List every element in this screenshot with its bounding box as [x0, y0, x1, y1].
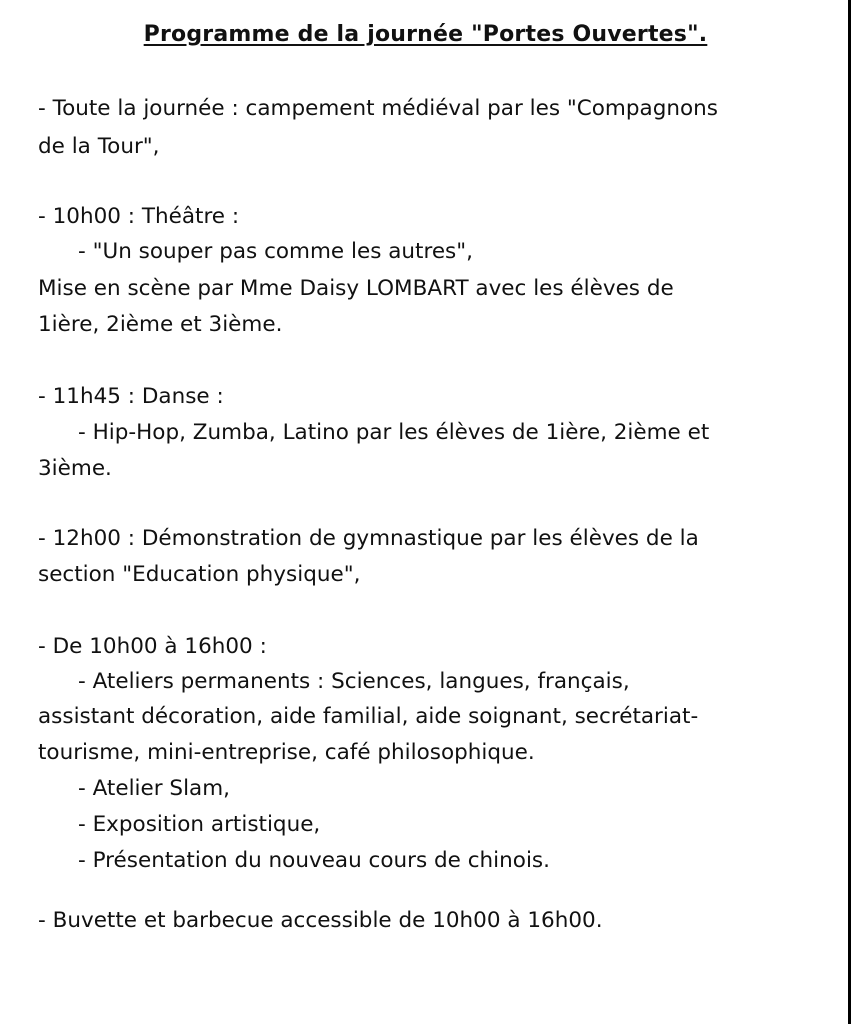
text-line: - "Un souper pas comme les autres",	[78, 239, 473, 264]
text-line: assistant décoration, aide familial, aide soignant, secrétariat-	[38, 704, 699, 729]
text-line: section "Education physique",	[38, 562, 361, 587]
page-title: Programme de la journée "Portes Ouvertes".	[143, 22, 708, 47]
text-line: - Présentation du nouveau cours de chinois.	[78, 848, 550, 873]
text-line: 3ième.	[38, 456, 112, 481]
text-line: - Exposition artistique,	[78, 812, 321, 837]
text-line: Mise en scène par Mme Daisy LOMBART avec les élèves de	[38, 276, 674, 301]
text-line: - De 10h00 à 16h00 :	[38, 634, 267, 659]
text-line: - Toute la journée : campement médiéval par les "Compagnons	[38, 96, 718, 121]
text-line: - 11h45 : Danse :	[38, 384, 224, 409]
text-line: - Buvette et barbecue accessible de 10h00 à 16h00.	[38, 908, 603, 933]
text-line: 1ière, 2ième et 3ième.	[38, 312, 283, 337]
text-line: - Atelier Slam,	[78, 776, 231, 801]
text-line: - Hip-Hop, Zumba, Latino par les élèves de 1ière, 2ième et	[78, 420, 710, 445]
text-line: - Ateliers permanents : Sciences, langues, français,	[78, 669, 630, 694]
text-line: - 10h00 : Théâtre :	[38, 204, 240, 229]
text-line: - 12h00 : Démonstration de gymnastique par les élèves de la	[38, 526, 699, 551]
text-line: tourisme, mini-entreprise, café philosophique.	[38, 740, 535, 765]
text-line: de la Tour",	[38, 134, 160, 159]
